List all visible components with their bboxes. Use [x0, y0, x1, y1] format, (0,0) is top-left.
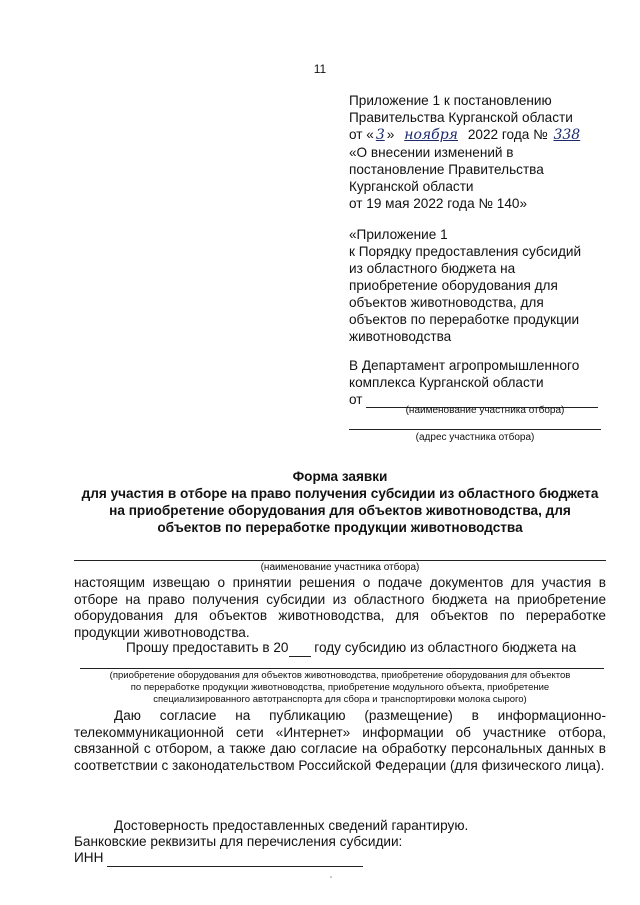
form-title-1: Форма заявки [292, 469, 388, 484]
appendix-inner-5: объектов животноводства, для [349, 295, 544, 310]
appendix-inner-2: к Порядку предоставления субсидий [349, 244, 582, 259]
form-title [60, 468, 620, 536]
recipient-block [349, 357, 598, 408]
inn-label: ИНН [74, 850, 104, 865]
appendix-header [349, 92, 582, 345]
caption-participant-name: (наименование участника отбора) [405, 405, 565, 416]
inn-field[interactable] [107, 854, 363, 867]
recipient-line-2: комплекса Курганской области [349, 375, 544, 390]
bank-details-label: Банковские реквизиты для перечисления субсидии: [74, 834, 403, 849]
paragraph-guarantee: Достоверность предоставленных сведений гарантирую. [114, 818, 469, 833]
appendix-date-line: от « 3 » ноября 2022 года № 338 [349, 127, 581, 143]
purpose-input-line[interactable] [80, 668, 604, 669]
recipient-line-1: В Департамент агропромышленного [349, 358, 580, 373]
form-title-4: объектов по переработке продукции животноводства [157, 520, 523, 535]
caption-participant-address: (адрес участника отбора) [415, 432, 535, 443]
appendix-inner-3: из областного бюджета на [349, 261, 516, 276]
page-number: 11 [313, 62, 327, 76]
form-title-2: для участия в отборе на право получения субсидии из областного бюджета [81, 486, 599, 501]
appendix-line-6: Курганской области [349, 179, 474, 194]
participant-name-input-line[interactable] [74, 560, 606, 561]
handwritten-day: 3 [375, 127, 385, 143]
year-field[interactable] [289, 644, 311, 657]
appendix-line-5: постановление Правительства [349, 162, 544, 177]
appendix-line-1: Приложение 1 к постановлению [349, 93, 552, 108]
appendix-inner-1: «Приложение 1 [349, 227, 448, 242]
appendix-line-7: от 19 мая 2022 года № 140» [349, 196, 528, 211]
paragraph-request: Прошу предоставить в 20 году субсидию из областного бюджета на [126, 640, 577, 655]
appendix-inner-4: приобретение оборудования для [349, 278, 558, 293]
appendix-inner-7: животноводства [349, 329, 452, 344]
caption-purpose: (приобретение оборудования для объектов животноводства, приобретение оборудования для объектов по переработке продукции животноводства, приобретение модульного объекта, приобретение специализированного автотранспорта для сбора и транспортировки молока сырого) [109, 670, 571, 705]
inn-row [74, 850, 606, 867]
handwritten-number: 338 [553, 127, 581, 143]
recipient-from-line: от [349, 391, 598, 408]
paragraph-consent: Даю согласие на публикацию (размещение) в информационно-телекоммуникационной сети «Интернет» информации об участнике отбора, связанной с отбором, а также даю согласие на обработку персональных данных в соответствии с законодательством Российской Федерации (для физического лица). [74, 708, 606, 773]
handwritten-month: ноября [404, 127, 458, 143]
paragraph-notice: настоящим извещаю о принятии решения о подаче документов для участия в отборе на право получения субсидии из областного бюджета на приобретение оборудования для объектов животноводства, для объектов по переработке продукции животноводства. [74, 575, 606, 640]
scan-speck [330, 876, 332, 878]
form-title-3: на приобретение оборудования для объектов животноводства, для [109, 503, 571, 518]
appendix-inner-6: объектов по переработке продукции [349, 312, 580, 327]
appendix-line-4: «О внесении изменений в [349, 145, 514, 160]
participant-address-field[interactable] [349, 429, 601, 430]
appendix-line-2: Правительства Курганской области [349, 110, 573, 125]
caption-participant: (наименование участника отбора) [260, 562, 420, 573]
